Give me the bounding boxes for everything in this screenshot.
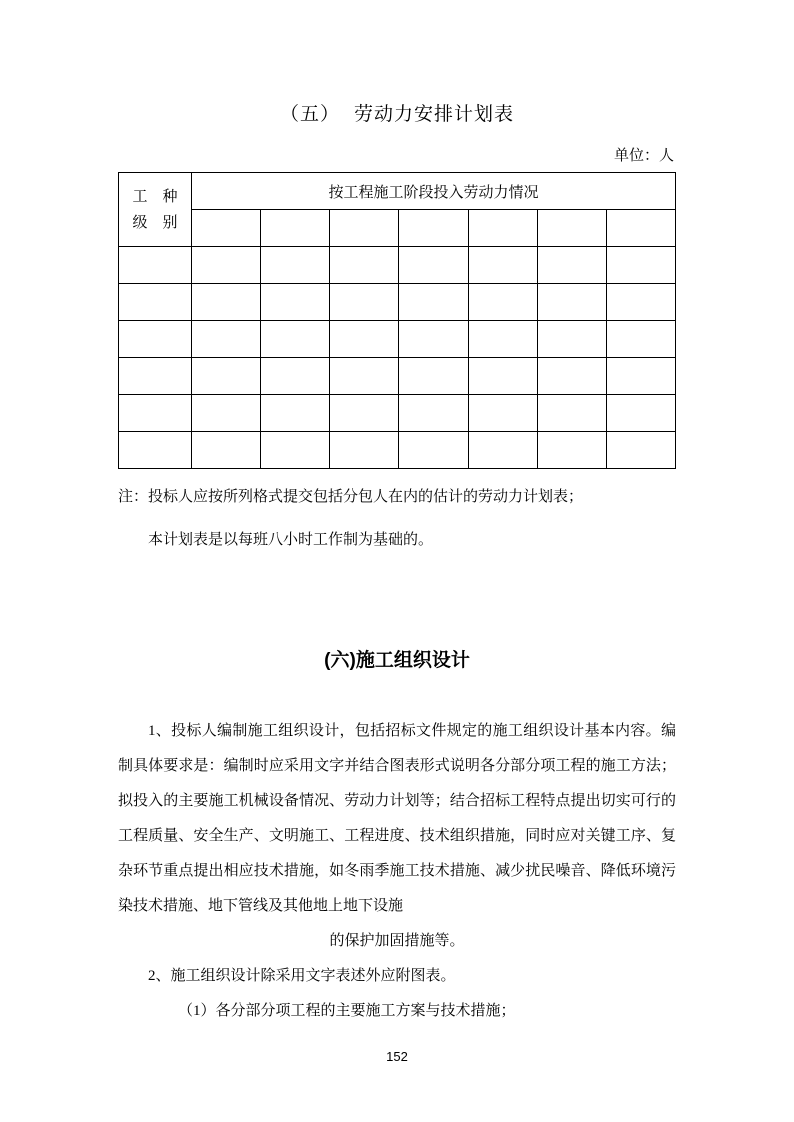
table-note-1: 注：投标人应按所列格式提交包括分包人在内的估计的劳动力计划表； xyxy=(118,489,584,505)
table-cell xyxy=(330,321,399,358)
table-row xyxy=(119,321,676,358)
table-cell xyxy=(606,284,675,321)
section-six-title: (六)施工组织设计 xyxy=(324,650,470,671)
table-cell xyxy=(192,284,261,321)
table-cell xyxy=(261,210,330,247)
paragraph-1-tail: 的保护加固措施等。 xyxy=(329,933,465,949)
table-cell xyxy=(330,247,399,284)
table-cell xyxy=(606,358,675,395)
table-cell xyxy=(468,247,537,284)
table-cell xyxy=(119,432,192,469)
table-cell xyxy=(330,284,399,321)
labor-plan-table xyxy=(118,172,676,469)
table-cell xyxy=(261,358,330,395)
row-header-line-1: 工 种 xyxy=(132,188,178,205)
unit-label: 单位：人 xyxy=(613,148,674,164)
table-cell xyxy=(261,321,330,358)
table-cell xyxy=(192,395,261,432)
table-cell xyxy=(261,395,330,432)
table-cell xyxy=(261,432,330,469)
table-cell xyxy=(606,210,675,247)
table-cell xyxy=(399,247,468,284)
table-cell xyxy=(192,358,261,395)
table-cell xyxy=(537,210,606,247)
table-cell xyxy=(537,247,606,284)
table-cell xyxy=(537,432,606,469)
table-row xyxy=(119,284,676,321)
table-cell xyxy=(330,432,399,469)
table-cell xyxy=(537,321,606,358)
table-row xyxy=(119,358,676,395)
table-cell xyxy=(468,284,537,321)
table-cell xyxy=(192,321,261,358)
table-row xyxy=(119,247,676,284)
table-cell xyxy=(606,321,675,358)
section-five-title-text: 劳动力安排计划表 xyxy=(354,104,515,125)
table-cell xyxy=(606,395,675,432)
table-cell xyxy=(119,395,192,432)
table-cell xyxy=(330,358,399,395)
section-five-number: （五） xyxy=(279,104,340,125)
table-cell xyxy=(261,284,330,321)
paragraph-3: （1）各分部分项工程的主要施工方案与技术措施； xyxy=(178,1003,516,1019)
table-header-row-2 xyxy=(119,210,676,247)
table-cell xyxy=(537,395,606,432)
table-cell xyxy=(468,210,537,247)
row-header-cell xyxy=(119,173,192,247)
table-cell xyxy=(399,395,468,432)
table-cell xyxy=(468,432,537,469)
table-row xyxy=(119,395,676,432)
table-cell xyxy=(399,321,468,358)
paragraph-1: 1、投标人编制施工组织设计，包括招标文件规定的施工组织设计基本内容。编制具体要求是：编制时应采用文字并结合图表形式说明各分部分项工程的施工方法；拟投入的主要施工机械设备情况、劳动力计划等；结合招标工程特点提出切实可行的工程质量、安全生产、文明施工、工程进度、技术组织措施，同时应对关键工序、复杂环节重点提出相应技术措施，如冬雨季施工技术措施、减少扰民噪音、降低环境污染技术措施、地下管线及其他地上地下设施 xyxy=(118,723,676,914)
table-cell xyxy=(606,247,675,284)
table-cell xyxy=(119,321,192,358)
table-cell xyxy=(468,321,537,358)
table-cell xyxy=(330,395,399,432)
table-cell xyxy=(399,358,468,395)
table-cell xyxy=(192,247,261,284)
row-header-line-2: 级 别 xyxy=(132,214,178,231)
table-cell xyxy=(399,432,468,469)
table-cell xyxy=(330,210,399,247)
table-cell xyxy=(399,210,468,247)
table-cell xyxy=(399,284,468,321)
table-cell xyxy=(468,395,537,432)
table-cell xyxy=(119,284,192,321)
table-cell xyxy=(606,432,675,469)
section-six-body xyxy=(118,714,676,1029)
column-header-cell: 按工程施工阶段投入劳动力情况 xyxy=(192,173,676,210)
page-number: 152 xyxy=(386,1049,408,1064)
table-cell xyxy=(537,358,606,395)
table-cell xyxy=(261,247,330,284)
table-row xyxy=(119,432,676,469)
table-cell xyxy=(192,210,261,247)
table-note-2: 本计划表是以每班八小时工作制为基础的。 xyxy=(148,532,434,548)
paragraph-2: 2、施工组织设计除采用文字表述外应附图表。 xyxy=(148,968,456,984)
table-cell xyxy=(468,358,537,395)
table-cell xyxy=(119,358,192,395)
table-cell xyxy=(537,284,606,321)
table-cell xyxy=(192,432,261,469)
section-five-title xyxy=(118,0,676,126)
table-header-row-1 xyxy=(119,173,676,210)
table-cell xyxy=(119,247,192,284)
